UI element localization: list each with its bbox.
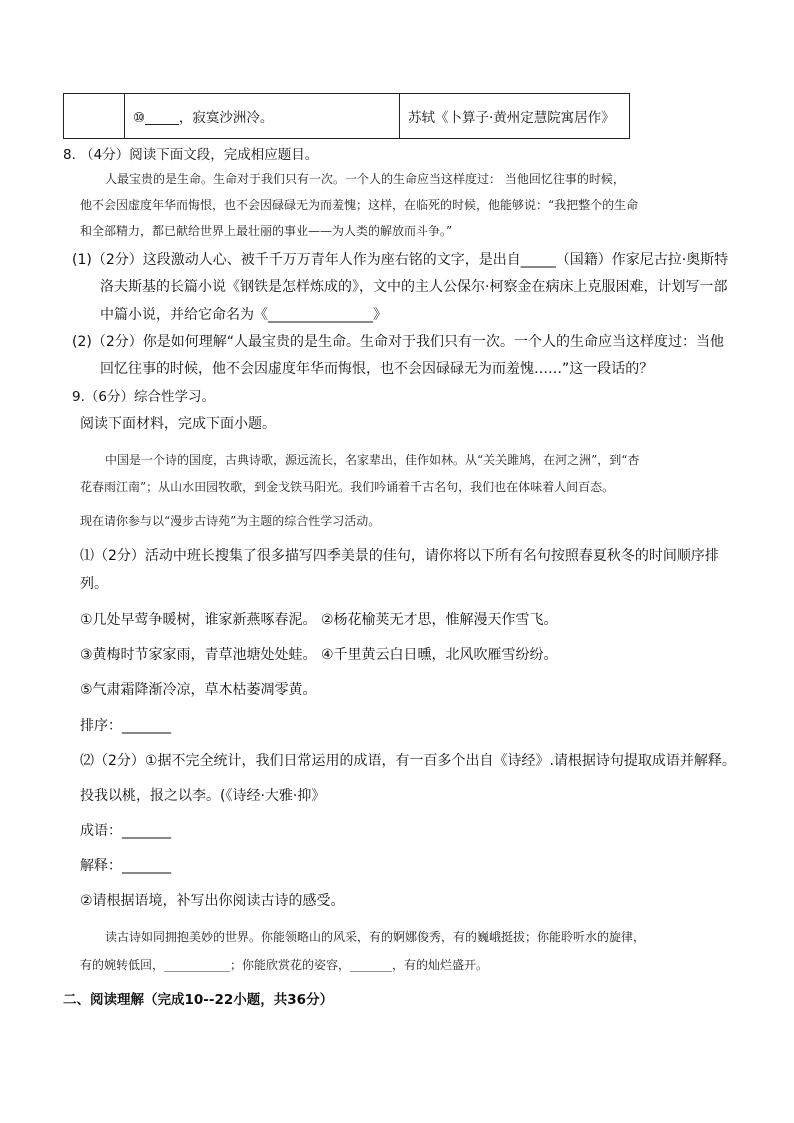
q9-explain-answer: 解释：_______ bbox=[80, 858, 171, 874]
q9-option-row: ⑤气肃霜降渐冷凉，草木枯萎凋零黄。 bbox=[80, 682, 317, 698]
q8-quote-line: 和全部精力，都已献给世界上最壮丽的事业——为人类的解放而斗争。” bbox=[80, 224, 453, 238]
q9-header: 9.（6分）综合性学习。 bbox=[72, 389, 215, 405]
q9-sub1: 列。 bbox=[80, 576, 108, 592]
q8-sub1: 洛夫斯基的长篇小说《钢铁是怎样炼成的》，文中的主人公保尔·柯察金在病床上克服困难，计划写一部 bbox=[100, 279, 728, 295]
q9-material-line: 中国是一个诗的国度，古典诗歌，源远流长，名家辈出，佳作如林。从“关关雎鸠，在河之洲”，到“杏 bbox=[105, 453, 640, 467]
q9-material-line: 花春雨江南”；从山水田园牧歌，到金戈铁马阳光。我们吟诵着千古名句，我们也在体味着人间百态。 bbox=[80, 480, 615, 494]
table-cell-source: 苏轼《卜算子·黄州定慧院寓居作》 bbox=[400, 94, 630, 139]
q8-sub2: 回忆往事的时候，他不会因虚度年华而悔恨，也不会因碌碌无为而羞愧……”这一段话的？ bbox=[100, 361, 654, 377]
q9-option-row: ①几处早莺争暖树，谁家新燕啄春泥。 ②杨花榆荚无才思，惟解漫天作雪飞。 bbox=[80, 612, 558, 628]
q9-sub2b: ②请根据语境，补写出你阅读古诗的感受。 bbox=[80, 893, 345, 909]
section-title: 二、阅读理解（完成10--22小题，共36分） bbox=[63, 992, 334, 1008]
poem-table bbox=[63, 93, 630, 139]
table-row bbox=[64, 94, 630, 139]
q9-order-answer: 排序：_______ bbox=[80, 718, 171, 734]
q9-option-row: ③黄梅时节家家雨，青草池塘处处蛙。 ④千里黄云白日曛，北风吹雁雪纷纷。 bbox=[80, 647, 558, 663]
q9-material-line: 现在请你参与以“漫步古诗苑”为主题的综合性学习活动。 bbox=[80, 514, 381, 528]
q9-sub2-verse: 投我以桃，报之以李。(《诗经·大雅·抑》 bbox=[80, 788, 326, 804]
q8-quote-line: 人最宝贵的是生命。生命对于我们只有一次。一个人的生命应当这样度过： 当他回忆往事的时候， bbox=[105, 172, 625, 186]
q8-sub1: 中篇小说，并给它命名为《_______________》 bbox=[100, 307, 387, 323]
q9-intro: 阅读下面材料，完成下面小题。 bbox=[80, 416, 276, 432]
table-cell-verse: ⑩_____，寂寞沙洲冷。 bbox=[125, 94, 400, 139]
q8-sub1: (1)（2分）这段激动人心、被千千万万青年人作为座右铭的文字，是出自_____（国籍）作家尼古拉·奥斯特 bbox=[72, 252, 729, 268]
q9-fill-line: 读古诗如同拥抱美妙的世界。你能领略山的风采，有的婀娜俊秀，有的巍峨挺拔；你能聆听水的旋律， bbox=[105, 930, 646, 944]
q8-sub2: (2)（2分）你是如何理解“人最宝贵的是生命。生命对于我们只有一次。一个人的生命应当这样度过：当他 bbox=[72, 334, 724, 350]
q9-sub1: ⑴（2分）活动中班长搜集了很多描写四季美景的佳句，请你将以下所有名句按照春夏秋冬的时间顺序排 bbox=[80, 548, 719, 564]
q8-header: 8. （4分）阅读下面文段，完成相应题目。 bbox=[63, 147, 319, 163]
q9-fill-line: 有的婉转低回，___________；你能欣赏花的姿容，_______，有的灿烂盛开。 bbox=[80, 958, 489, 972]
table-cell-empty bbox=[64, 94, 125, 139]
q9-sub2: ⑵（2分）①据不完全统计，我们日常运用的成语，有一百多个出自《诗经》.请根据诗句提取成语并解释。 bbox=[80, 753, 736, 769]
q8-quote-line: 他不会因虚度年华而悔恨，也不会因碌碌无为而羞愧；这样，在临死的时候，他能够说：“我把整个的生命 bbox=[80, 198, 639, 212]
q9-idiom-answer: 成语：_______ bbox=[80, 823, 171, 839]
